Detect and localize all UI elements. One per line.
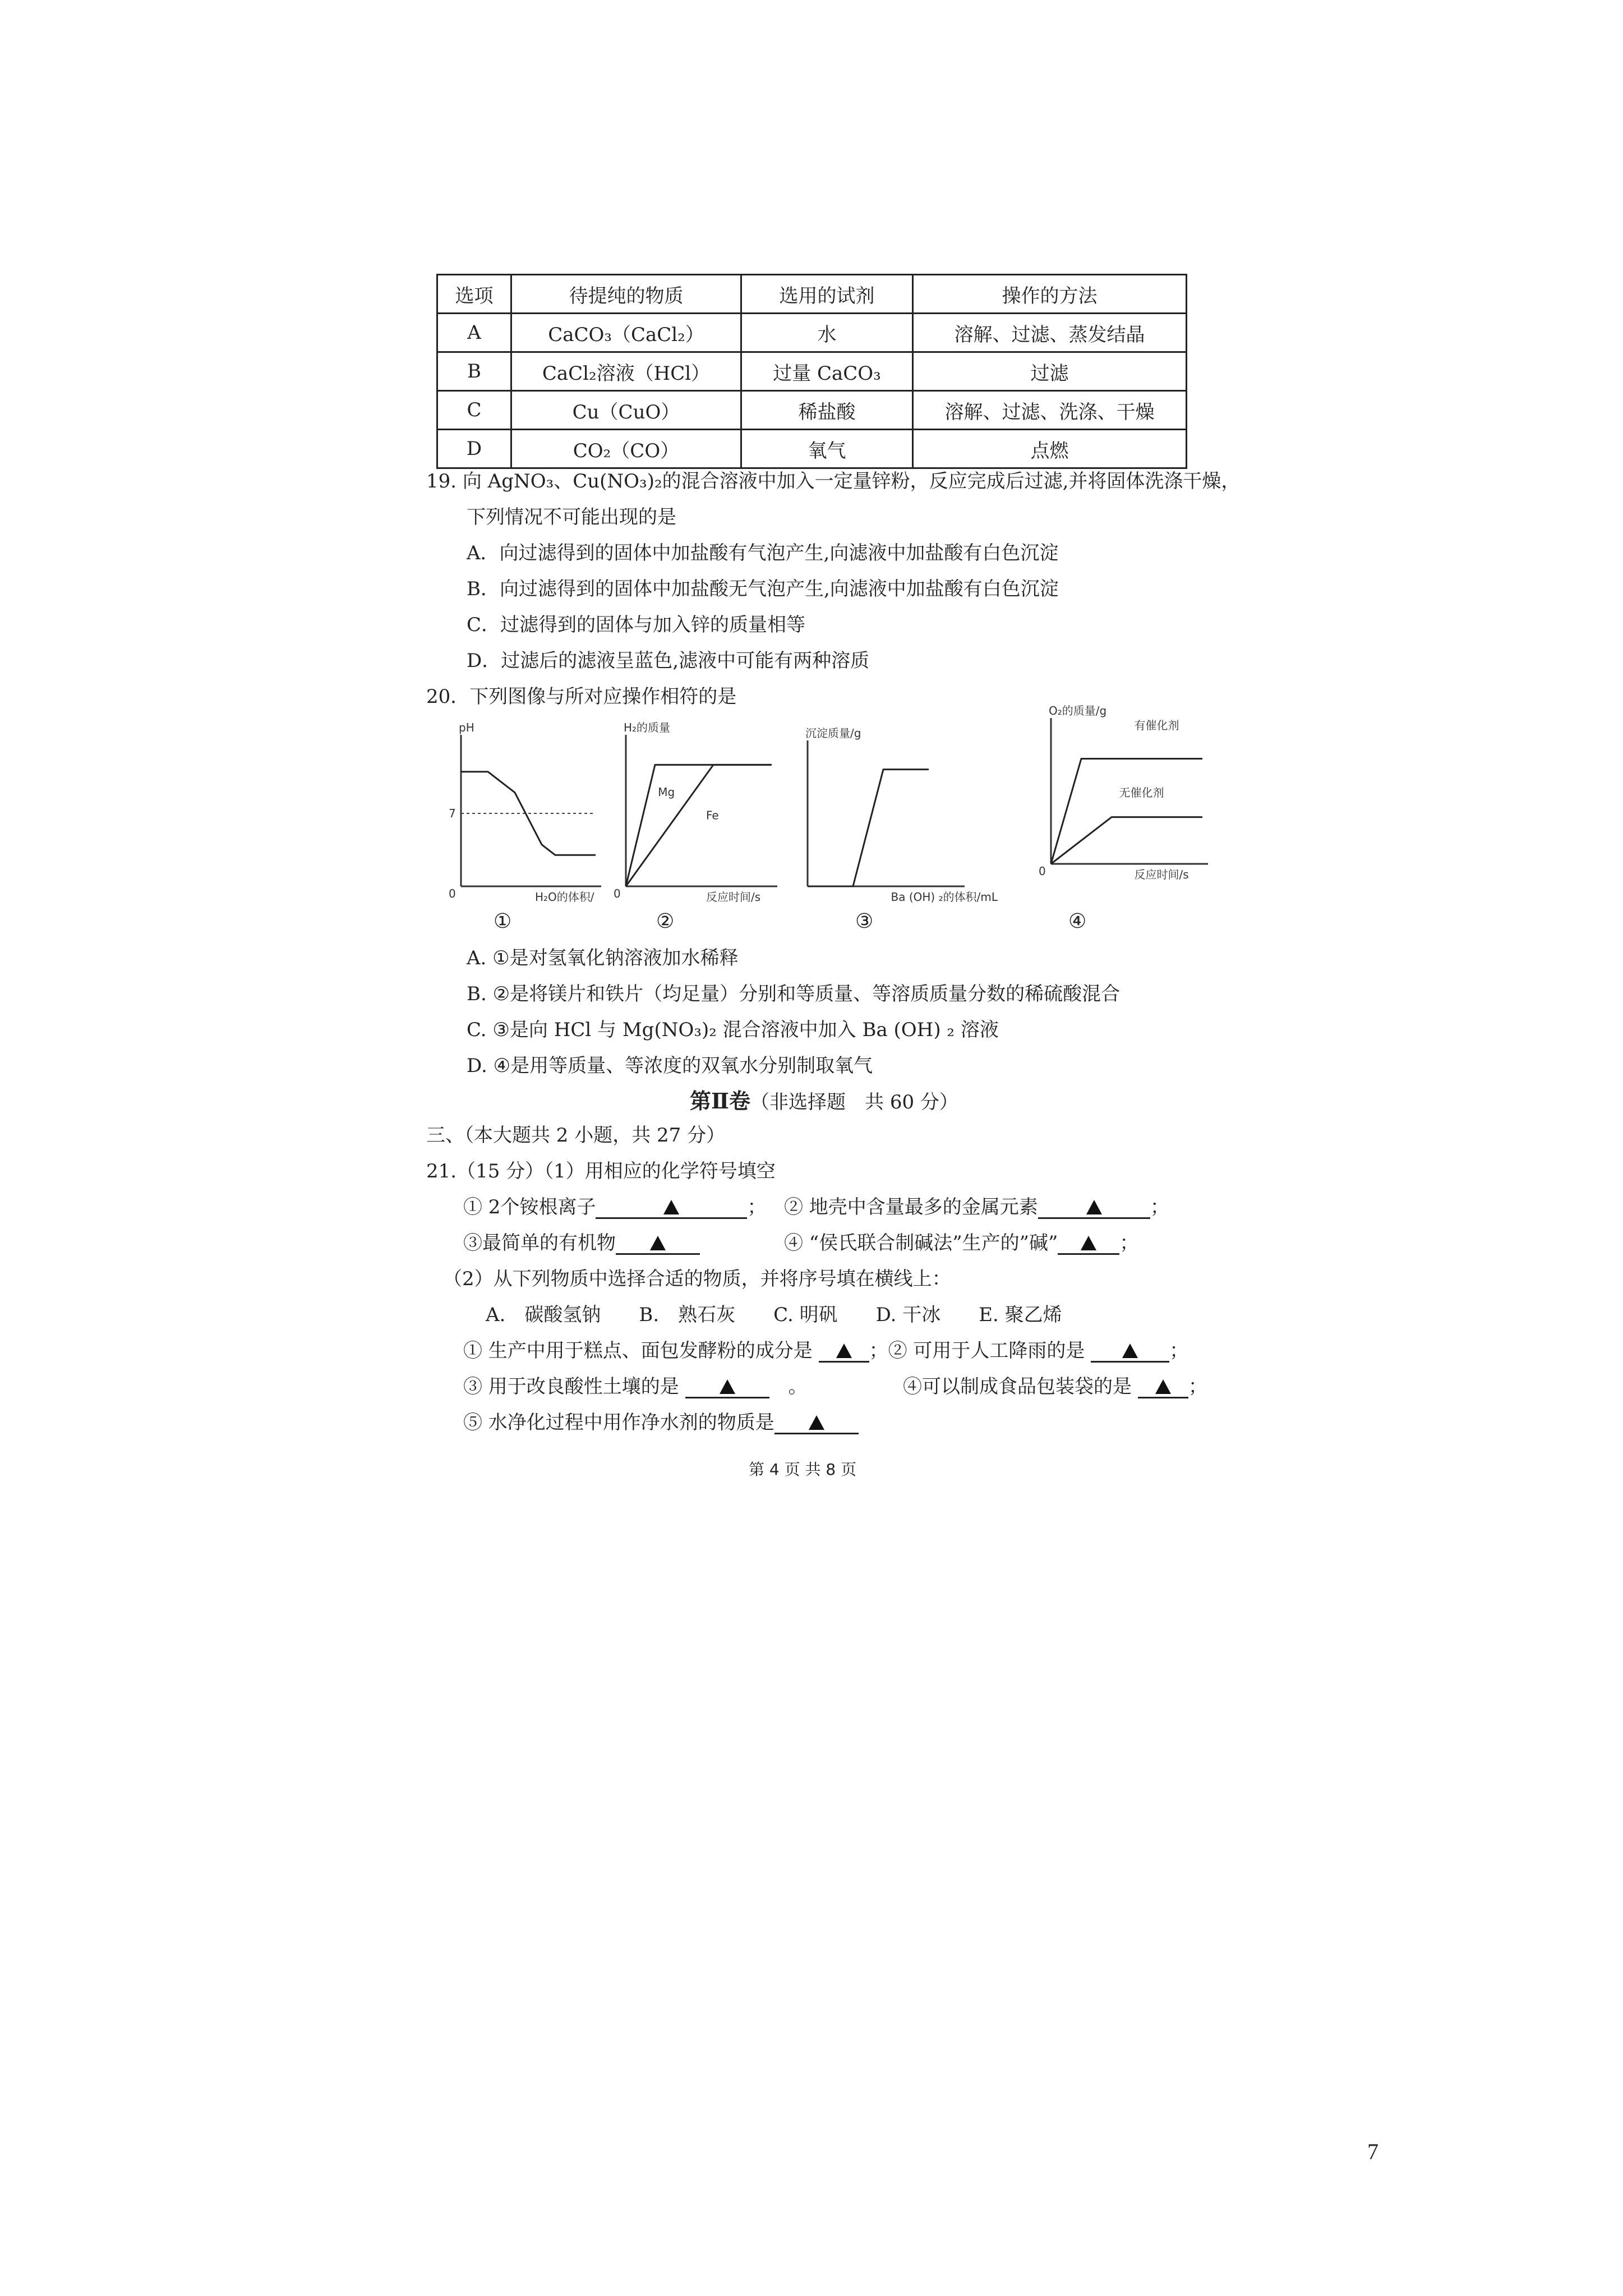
- chart-svg: [606, 721, 791, 909]
- table-row: [437, 430, 1187, 468]
- q21-row2-left: [463, 1232, 700, 1255]
- table-row: [437, 314, 1187, 352]
- x-axis-label: H₂O的体积/: [535, 890, 594, 904]
- answer-blank[interactable]: [1058, 1232, 1119, 1255]
- table-cell: A: [437, 314, 511, 352]
- section-three-heading: 三、（本大题共 2 小题，共 27 分）: [426, 1124, 726, 1147]
- q19-option-c: C．过滤得到的固体与加入锌的质量相等: [467, 614, 806, 636]
- series-line: [1051, 759, 1202, 864]
- answer-blank[interactable]: [819, 1340, 869, 1363]
- table-row: [437, 391, 1187, 430]
- origin-label: 0: [449, 887, 456, 900]
- q21-item-3-label: ③最简单的有机物: [463, 1232, 616, 1254]
- triangle-marker-icon: [1155, 1379, 1171, 1394]
- q21-row2-right: ④ “侯氏联合制碱法”生产的”碱” ；: [784, 1232, 1139, 1254]
- q21-item-2-label: ② 地壳中含量最多的金属元素: [784, 1196, 1038, 1218]
- series-line: [626, 765, 772, 886]
- series-label: 无催化剂: [1119, 786, 1164, 799]
- triangle-marker-icon: [663, 1200, 679, 1214]
- triangle-marker-icon: [809, 1415, 824, 1430]
- page-info-footer: 第 4 页 共 8 页: [749, 1460, 857, 1479]
- origin-label: 0: [1039, 864, 1046, 878]
- y-axis-label: O₂的质量/g: [1049, 704, 1107, 717]
- q20-option-a: A. ①是对氢氧化钠溶液加水稀释: [467, 947, 739, 969]
- answer-blank[interactable]: [616, 1232, 700, 1255]
- triangle-marker-icon: [1081, 1236, 1096, 1250]
- table-cell: C: [437, 391, 511, 430]
- series-label: Mg: [658, 785, 675, 799]
- answer-blank[interactable]: [1091, 1340, 1169, 1363]
- origin-label: 0: [614, 887, 621, 900]
- chart-4-number: ④: [1068, 910, 1087, 933]
- q20-option-d: D. ④是用等质量、等浓度的双氧水分别制取氧气: [467, 1055, 873, 1077]
- table-cell: 过量 CaCO₃: [741, 352, 913, 391]
- chart-1-number: ①: [494, 910, 512, 933]
- q21-fill-1-label: ① 生产中用于糕点、面包发酵粉的成分是: [463, 1340, 813, 1362]
- table-header-cell: 选用的试剂: [741, 275, 913, 314]
- q21-sub2-stem: （2）从下列物质中选择合适的物质，并将序号填在横线上：: [443, 1268, 951, 1290]
- table-cell: CaCO₃（CaCl₂）: [511, 314, 741, 352]
- table-cell: 溶解、过滤、蒸发结晶: [913, 314, 1187, 352]
- q19-stem-line1: 19. 向 AgNO₃、Cu(NO₃)₂的混合溶液中加入一定量锌粉，反应完成后过滤,并将固体洗涤干燥，: [426, 470, 1241, 493]
- q21-fill-3-label: ③ 用于改良酸性土壤的是: [463, 1375, 679, 1398]
- q19-stem-line2: 下列情况不可能出现的是: [467, 506, 676, 528]
- triangle-marker-icon: [1086, 1200, 1102, 1214]
- triangle-marker-icon: [720, 1379, 735, 1394]
- table-cell: D: [437, 430, 511, 468]
- q21-fill-5-label: ⑤ 水净化过程中用作净水剂的物质是: [463, 1411, 774, 1434]
- chart-svg: [796, 726, 998, 909]
- table-cell: 过滤: [913, 352, 1187, 391]
- table-cell: Cu（CuO）: [511, 391, 741, 430]
- page-number: 7: [1367, 2139, 1378, 2164]
- series-line: [626, 765, 772, 886]
- answer-blank[interactable]: [685, 1375, 769, 1398]
- q21-row1-right: ② 地壳中含量最多的金属元素 ；: [784, 1196, 1169, 1218]
- triangle-marker-icon: [836, 1343, 852, 1358]
- x-axis-label: 反应时间/s: [706, 890, 761, 904]
- q21-fill-row2-left: ③ 用于改良酸性土壤的是 。: [463, 1375, 808, 1398]
- chart-svg: [443, 721, 611, 909]
- q21-item-4-label: ④ “侯氏联合制碱法”生产的”碱”: [784, 1232, 1058, 1254]
- chart-3-precipitate: [796, 726, 998, 909]
- q21-item-1-label: ① 2个铵根离子: [463, 1196, 596, 1218]
- chart-3-number: ③: [855, 910, 874, 933]
- series-line: [1051, 817, 1202, 864]
- chart-svg: [1038, 704, 1223, 892]
- table-header-row: [437, 275, 1187, 314]
- q19-option-b: B．向过滤得到的固体中加盐酸无气泡产生,向滤液中加盐酸有白色沉淀: [467, 578, 1059, 600]
- table-cell: B: [437, 352, 511, 391]
- series-line: [808, 770, 929, 886]
- series-label: 有催化剂: [1134, 719, 1179, 732]
- q20-option-b: B. ②是将镁片和铁片（均足量）分别和等质量、等溶质质量分数的稀硫酸混合: [467, 983, 1121, 1005]
- chart-2-number: ②: [656, 910, 675, 933]
- q21-fill-4-label: ④可以制成食品包装袋的是: [903, 1375, 1132, 1398]
- table-cell: 溶解、过滤、洗涤、干燥: [913, 391, 1187, 430]
- table-cell: 点燃: [913, 430, 1187, 468]
- triangle-marker-icon: [650, 1236, 666, 1250]
- answer-blank[interactable]: [1038, 1196, 1150, 1219]
- triangle-marker-icon: [1122, 1343, 1138, 1358]
- answer-blank[interactable]: [774, 1411, 859, 1434]
- y-axis-label: H₂的质量: [624, 721, 671, 734]
- y-axis-label: 沉淀质量/g: [805, 726, 861, 740]
- table-cell: CaCl₂溶液（HCl）: [511, 352, 741, 391]
- q19-option-d: D．过滤后的滤液呈蓝色,滤液中可能有两种溶质: [467, 650, 870, 672]
- q21-fill-row1: ① 生产中用于糕点、面包发酵粉的成分是 ；② 可用于人工降雨的是 ；: [463, 1340, 1189, 1362]
- y-tick-label: 7: [449, 807, 456, 820]
- x-axis-label: Ba (OH) ₂的体积/mL: [891, 890, 998, 904]
- chart-4-oxygen: [1038, 704, 1223, 892]
- table-header-cell: 操作的方法: [913, 275, 1187, 314]
- q20-option-c: C. ③是向 HCl 与 Mg(NO₃)₂ 混合溶液中加入 Ba (OH) ₂ 溶液: [467, 1019, 999, 1041]
- q20-stem: 20．下列图像与所对应操作相符的是: [426, 685, 737, 708]
- part2-subtitle: （非选择题 共 60 分）: [750, 1091, 958, 1114]
- series-label: Fe: [706, 808, 719, 822]
- part2-title: 第Ⅱ卷: [690, 1088, 751, 1114]
- table-cell: 水: [741, 314, 913, 352]
- q21-choices: A. 碳酸氢钠 B. 熟石灰 C. 明矾 D. 干冰 E. 聚乙烯: [486, 1304, 1062, 1326]
- part2-heading: [690, 1088, 958, 1114]
- table-cell: CO₂（CO）: [511, 430, 741, 468]
- y-axis-label: pH: [459, 721, 474, 734]
- table-cell: 稀盐酸: [741, 391, 913, 430]
- q19-option-a: A．向过滤得到的固体中加盐酸有气泡产生,向滤液中加盐酸有白色沉淀: [467, 542, 1059, 564]
- answer-blank[interactable]: [1138, 1375, 1188, 1398]
- table-cell: 氧气: [741, 430, 913, 468]
- answer-blank[interactable]: [596, 1196, 747, 1219]
- q21-stem: 21.（15 分）（1）用相应的化学符号填空: [426, 1160, 776, 1182]
- table-row: [437, 352, 1187, 391]
- q21-row1-left: ① 2个铵根离子 ；: [463, 1196, 767, 1218]
- chart-2-hydrogen: [606, 721, 791, 909]
- purification-table: [436, 274, 1187, 469]
- chart-1-ph: [443, 721, 611, 909]
- q21-fill-row3: [463, 1411, 859, 1434]
- table-header-cell: 待提纯的物质: [511, 275, 741, 314]
- q21-fill-2-label: ② 可用于人工降雨的是: [888, 1340, 1085, 1362]
- x-axis-label: 反应时间/s: [1134, 868, 1189, 881]
- q21-fill-row2-right: ④可以制成食品包装袋的是 ；: [903, 1375, 1207, 1398]
- table-header-cell: 选项: [437, 275, 511, 314]
